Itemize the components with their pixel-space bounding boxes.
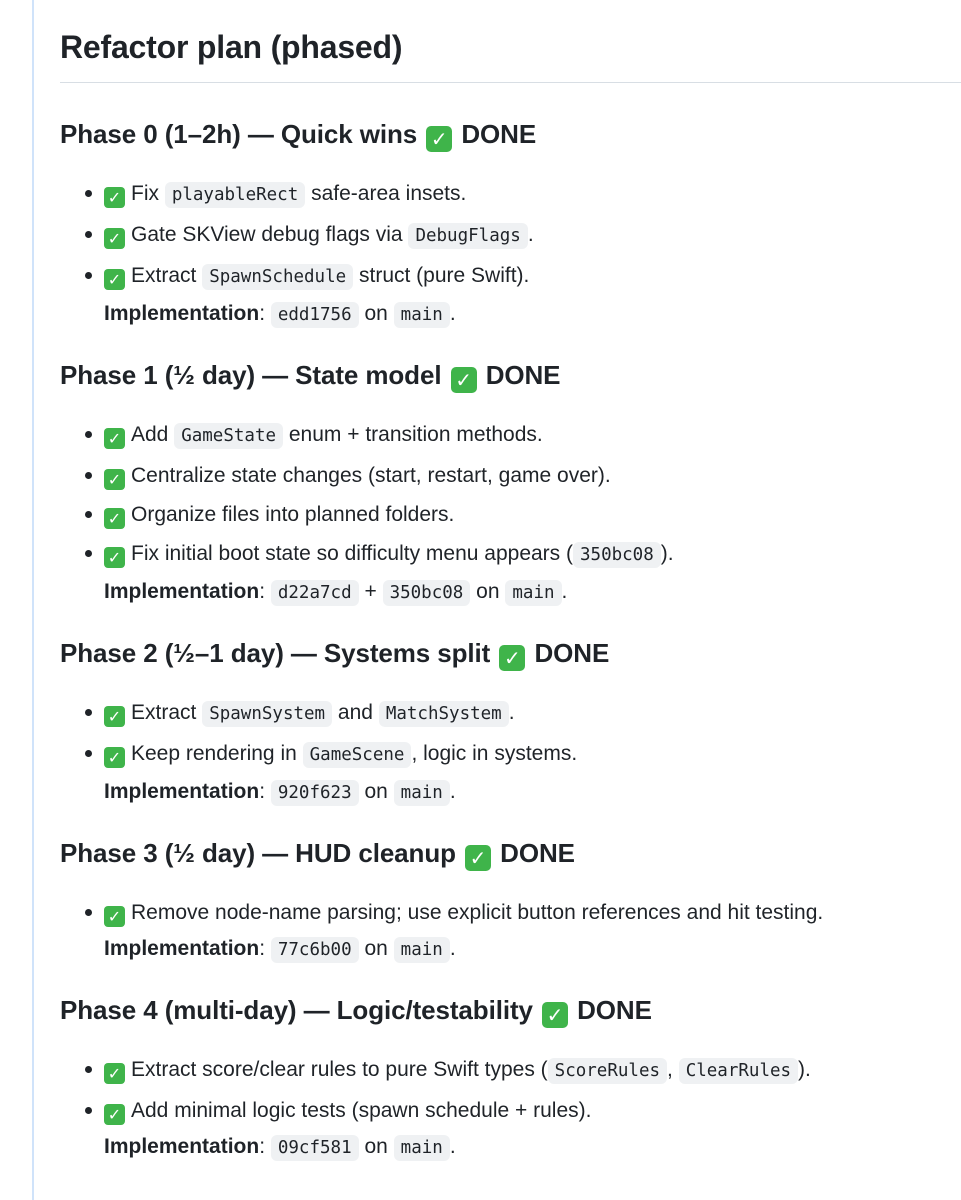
item-text: Keep rendering in xyxy=(131,742,303,765)
check-mark-icon: ✓ xyxy=(465,845,491,871)
phase-0-section xyxy=(60,117,961,332)
branch-name: main xyxy=(394,937,450,963)
check-mark-icon: ✓ xyxy=(104,469,125,490)
item-text: Remove node-name parsing; use explicit button references and hit testing. xyxy=(131,901,824,924)
implementation-line: Implementation: 09cf581 on main . xyxy=(104,1130,961,1165)
check-mark-icon: ✓ xyxy=(104,706,125,727)
check-mark-icon: ✓ xyxy=(104,508,125,529)
bullet xyxy=(85,431,92,438)
item-text: , xyxy=(667,1058,679,1081)
check-mark-icon: ✓ xyxy=(104,906,125,927)
inline-code: GameState xyxy=(174,423,283,449)
inline-code: SpawnSystem xyxy=(202,701,332,727)
check-mark-icon: ✓ xyxy=(104,1104,125,1125)
item-text: and xyxy=(332,701,379,724)
implementation-line: Implementation: 77c6b00 on main . xyxy=(104,932,961,967)
bullet xyxy=(85,472,92,479)
branch-name: main xyxy=(394,1135,450,1161)
bullet xyxy=(85,190,92,197)
bullet xyxy=(85,1066,92,1073)
phase-heading-text: Phase 4 (multi-day) — Logic/testability xyxy=(60,995,533,1025)
phase-4-section xyxy=(60,993,961,1165)
check-mark-icon: ✓ xyxy=(104,269,125,290)
bullet xyxy=(85,750,92,757)
commit-hash: 350bc08 xyxy=(383,580,471,606)
check-mark-icon: ✓ xyxy=(104,747,125,768)
item-text: Fix xyxy=(131,182,165,205)
phase-heading xyxy=(60,636,961,671)
list-item xyxy=(60,693,961,734)
task-list xyxy=(60,174,961,332)
check-mark-icon: ✓ xyxy=(104,547,125,568)
phase-heading-text: Phase 3 (½ day) — HUD cleanup xyxy=(60,838,456,868)
check-mark-icon: ✓ xyxy=(104,428,125,449)
task-list xyxy=(60,693,961,810)
inline-code: GameScene xyxy=(303,742,412,768)
item-text: Extract xyxy=(131,701,203,724)
inline-code: 350bc08 xyxy=(573,542,661,568)
phase-2-section xyxy=(60,636,961,810)
task-list xyxy=(60,1050,961,1165)
list-item xyxy=(60,734,961,810)
implementation-line: Implementation: d22a7cd + 350bc08 on main . xyxy=(104,575,961,610)
item-text: , logic in systems. xyxy=(411,742,578,765)
phase-heading-text: Phase 0 (1–2h) — Quick wins xyxy=(60,119,418,149)
item-text: Centralize state changes (start, restart, game over). xyxy=(131,464,611,487)
check-mark-icon: ✓ xyxy=(499,645,525,671)
check-mark-icon: ✓ xyxy=(104,228,125,249)
item-text: Fix initial boot state so difficulty menu appears ( xyxy=(131,542,573,565)
done-label: DONE xyxy=(461,119,537,149)
list-item xyxy=(60,415,961,456)
item-text: ). xyxy=(798,1058,811,1081)
phase-heading xyxy=(60,117,961,152)
markdown-body xyxy=(60,0,961,1165)
left-border-rule xyxy=(32,0,34,1200)
implementation-line: Implementation: edd1756 on main . xyxy=(104,297,961,332)
bullet xyxy=(85,709,92,716)
branch-name: main xyxy=(505,580,561,606)
commit-hash: edd1756 xyxy=(271,302,359,328)
task-list xyxy=(60,415,961,610)
implementation-line: Implementation: 920f623 on main . xyxy=(104,775,961,810)
commit-hash: 920f623 xyxy=(271,780,359,806)
commit-hash: 09cf581 xyxy=(271,1135,359,1161)
item-text: ). xyxy=(660,542,674,565)
item-text: Extract score/clear rules to pure Swift types ( xyxy=(131,1058,548,1081)
inline-code: ClearRules xyxy=(679,1058,798,1084)
phase-heading-text: Phase 2 (½–1 day) — Systems split xyxy=(60,638,491,668)
page-title: Refactor plan (phased) xyxy=(60,29,403,65)
list-item xyxy=(60,456,961,495)
phase-heading-text: Phase 1 (½ day) — State model xyxy=(60,360,442,390)
branch-name: main xyxy=(394,780,450,806)
done-label: DONE xyxy=(534,638,610,668)
done-label: DONE xyxy=(485,360,561,390)
item-text: . xyxy=(527,223,534,246)
title-divider xyxy=(60,82,961,83)
phase-3-section xyxy=(60,836,961,967)
item-text: Organize files into planned folders. xyxy=(131,503,455,526)
check-mark-icon: ✓ xyxy=(426,126,452,152)
implementation-label: Implementation xyxy=(104,302,260,325)
item-text: . xyxy=(508,701,515,724)
inline-code: MatchSystem xyxy=(379,701,509,727)
item-text: Add xyxy=(131,423,175,446)
list-item xyxy=(60,1050,961,1091)
bullet xyxy=(85,231,92,238)
phase-heading xyxy=(60,836,961,871)
bullet xyxy=(85,511,92,518)
check-mark-icon: ✓ xyxy=(104,1063,125,1084)
done-label: DONE xyxy=(577,995,652,1025)
list-item xyxy=(60,1091,961,1165)
item-text: enum + transition methods. xyxy=(283,423,543,446)
inline-code: playableRect xyxy=(165,182,305,208)
item-text: Extract xyxy=(131,264,203,287)
bullet xyxy=(85,272,92,279)
phase-heading xyxy=(60,358,961,393)
joiner: + xyxy=(364,580,377,603)
implementation-label: Implementation xyxy=(104,780,260,803)
bullet xyxy=(85,909,92,916)
list-item xyxy=(60,256,961,332)
bullet xyxy=(85,550,92,557)
inline-code: DebugFlags xyxy=(408,223,527,249)
commit-hash: 77c6b00 xyxy=(271,937,359,963)
check-mark-icon: ✓ xyxy=(451,367,477,393)
implementation-label: Implementation xyxy=(104,937,260,960)
phase-1-section xyxy=(60,358,961,610)
phase-heading xyxy=(60,993,961,1028)
done-label: DONE xyxy=(500,838,575,868)
branch-name: main xyxy=(394,302,450,328)
check-mark-icon: ✓ xyxy=(104,187,125,208)
bullet xyxy=(85,1107,92,1114)
check-mark-icon: ✓ xyxy=(542,1002,568,1028)
list-item xyxy=(60,215,961,256)
item-text: struct (pure Swift). xyxy=(353,264,530,287)
list-item xyxy=(60,495,961,534)
list-item xyxy=(60,174,961,215)
inline-code: SpawnSchedule xyxy=(202,264,353,290)
item-text: safe-area insets. xyxy=(305,182,467,205)
commit-hash: d22a7cd xyxy=(271,580,359,606)
inline-code: ScoreRules xyxy=(548,1058,667,1084)
item-text: Gate SKView debug flags via xyxy=(131,223,409,246)
implementation-label: Implementation xyxy=(104,580,260,603)
list-item xyxy=(60,534,961,610)
task-list xyxy=(60,893,961,967)
item-text: Add minimal logic tests (spawn schedule + rules). xyxy=(131,1099,592,1122)
implementation-label: Implementation xyxy=(104,1135,260,1158)
list-item xyxy=(60,893,961,967)
